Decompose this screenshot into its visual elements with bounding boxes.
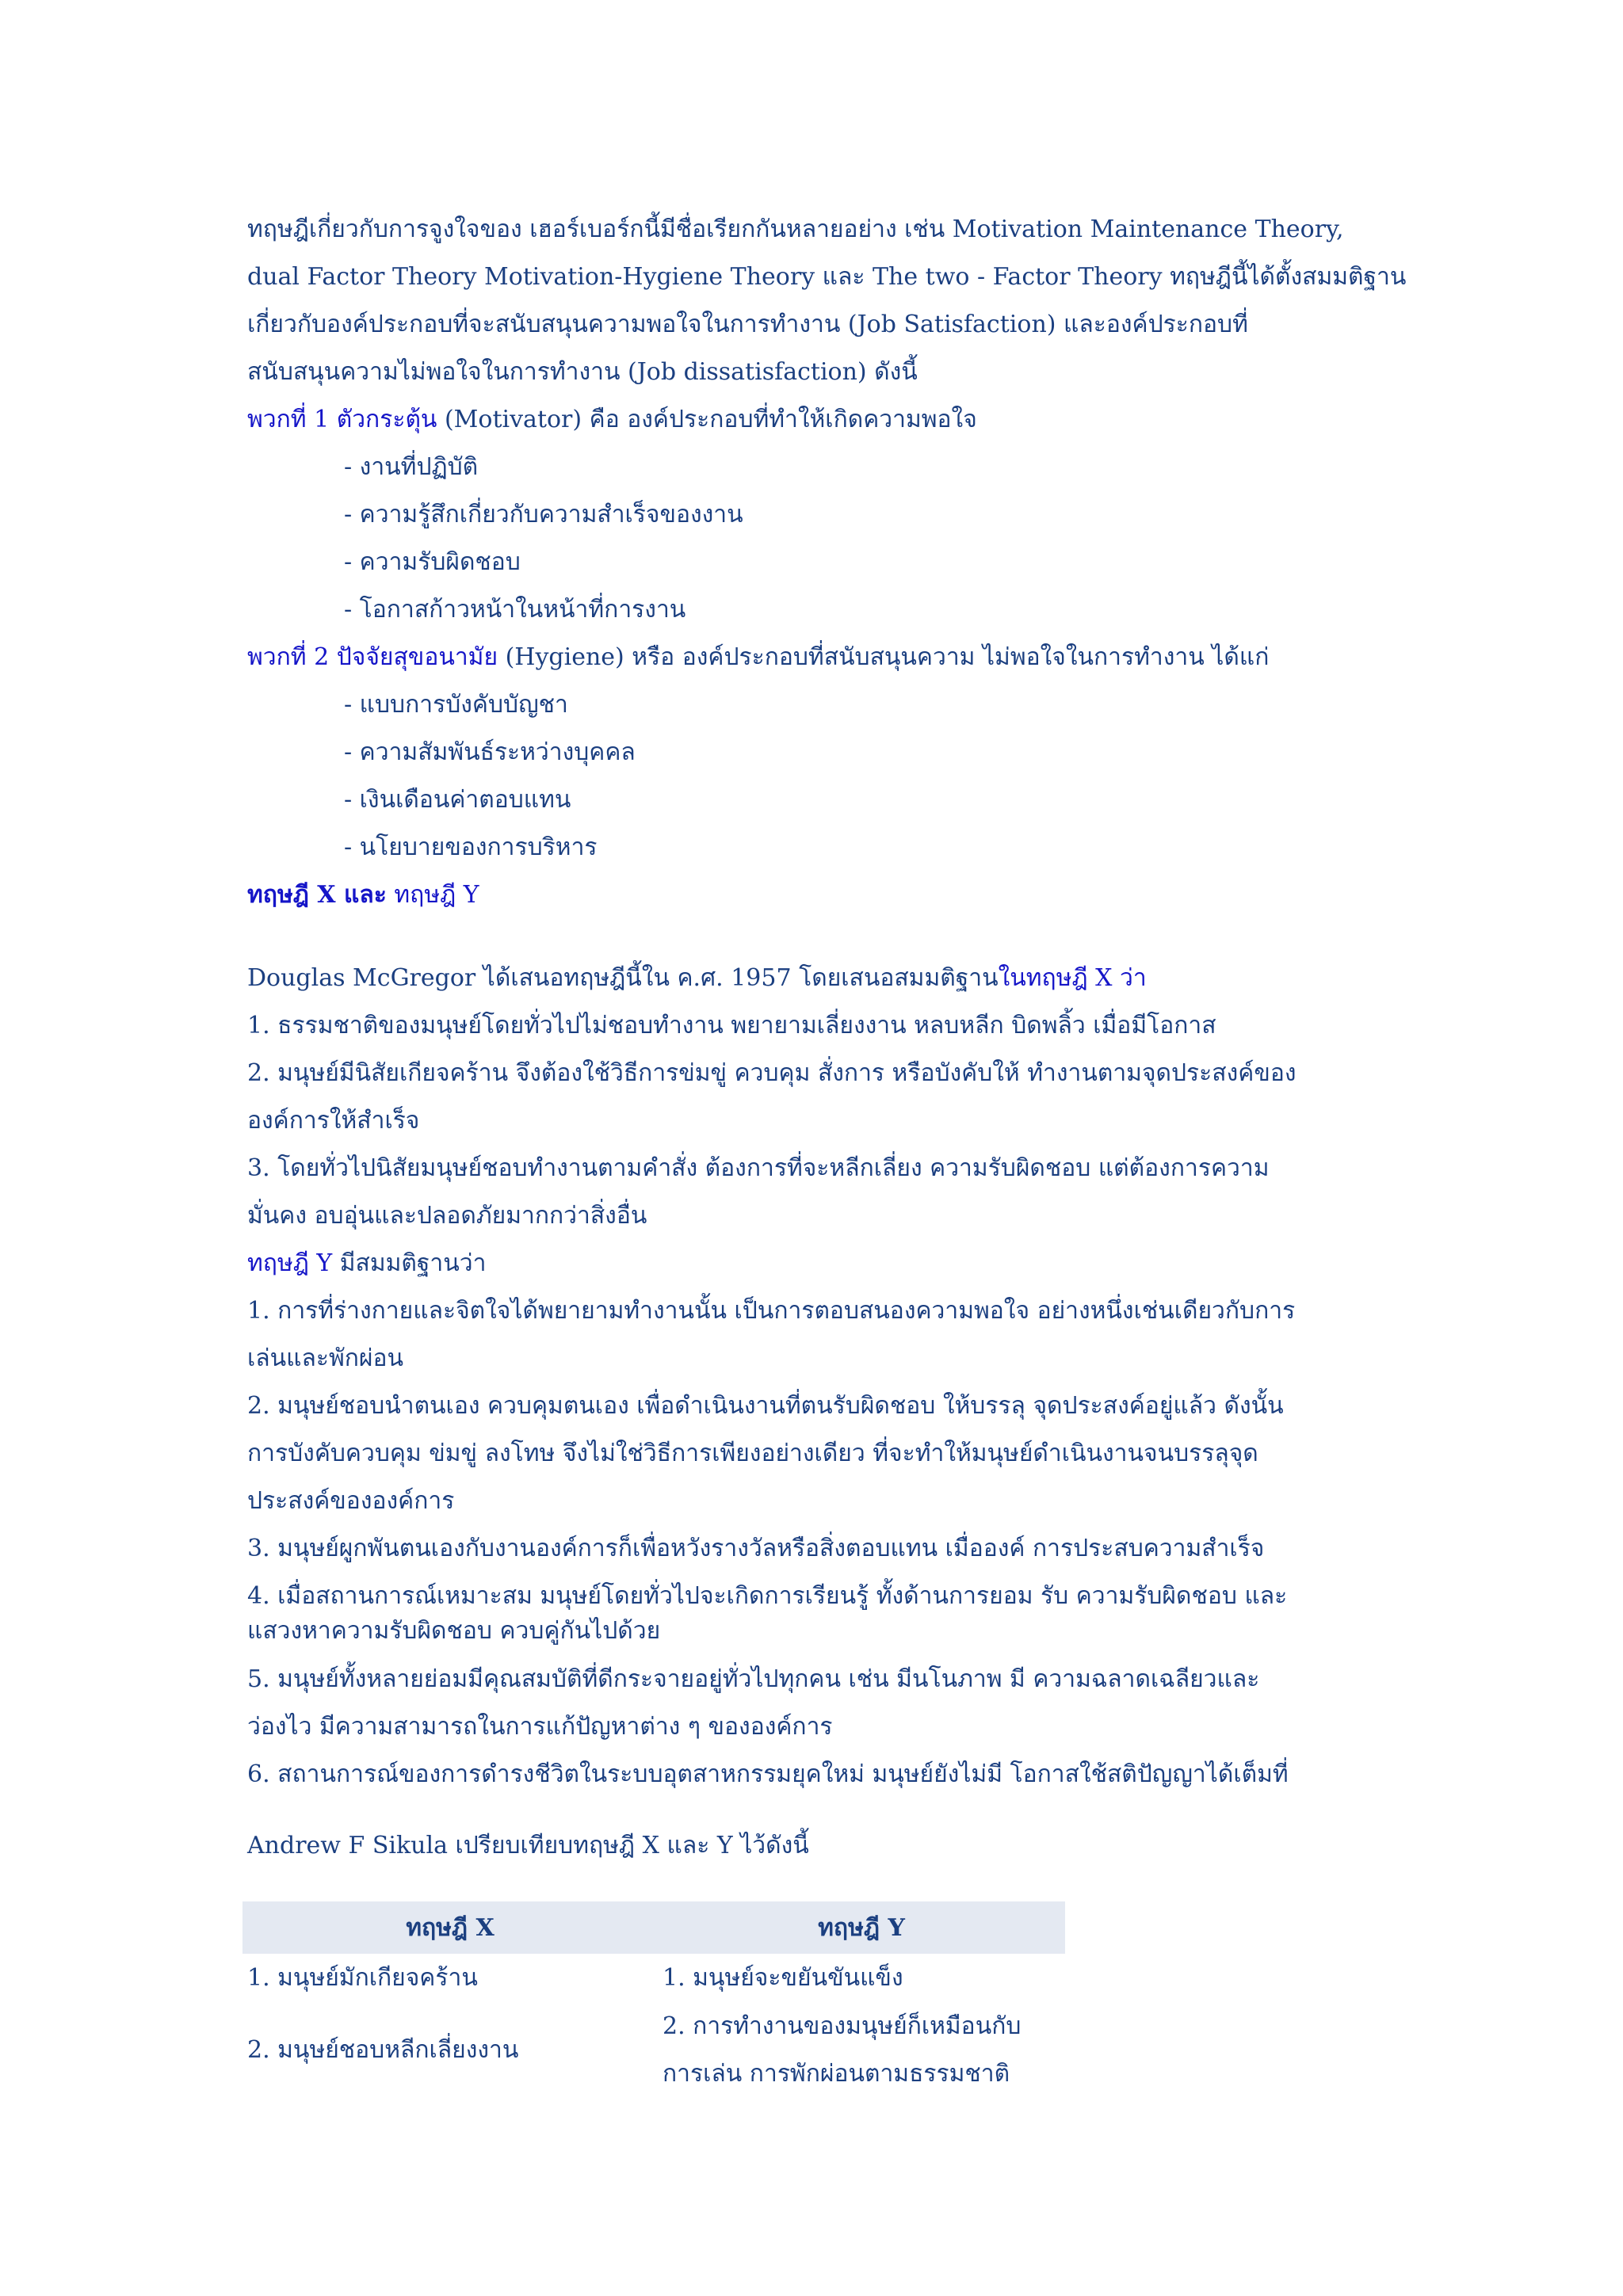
theory-y-text: มีสมมติฐานว่า: [332, 1249, 487, 1277]
theory-y-point-cont: ประสงค์ขององค์การ: [247, 1487, 455, 1515]
theory-x-point-cont: มั่นคง อบอุ่นและปลอดภัยมากกว่าสิ่งอื่น: [247, 1202, 647, 1230]
intro-line: dual Factor Theory Motivation-Hygiene Theory และ The two - Factor Theory ทฤษฎีนี้ได้ตั้งสมมติฐาน: [247, 263, 1407, 291]
intro-line: เกี่ยวกับองค์ประกอบที่จะสนับสนุนความพอใจในการทำงาน (Job Satisfaction) และองค์ประกอบที่: [247, 311, 1248, 338]
group2-label: พวกที่ 2 ปัจจัยสุขอนามัย: [247, 643, 498, 671]
table-row: [242, 1954, 1065, 2003]
theory-y-point-cont: เล่นและพักผ่อน: [247, 1344, 404, 1372]
mcgregor-text: Douglas McGregor ได้เสนอทฤษฎีนี้ใน ค.ศ. 1957 โดยเสนอสมมติฐาน: [247, 964, 999, 992]
group1-item: - โอกาสก้าวหน้าในหน้าที่การงาน: [344, 596, 686, 624]
group1-item: - งานที่ปฏิบัติ: [344, 453, 479, 481]
group2-item: - เงินเดือนค่าตอบแทน: [344, 786, 571, 814]
mcgregor-intro: [247, 955, 1147, 1002]
theory-y-heading: [247, 1240, 486, 1287]
theory-y-point-cont: ว่องไว มีความสามารถในการแก้ปัญหาต่าง ๆ ขององค์การ: [247, 1713, 833, 1741]
table-header-x: ทฤษฎี X: [242, 1901, 658, 1954]
theory-y-point-cont: การบังคับควบคุม ข่มขู่ ลงโทษ จึงไม่ใช่วิธีการเพียงอย่างเดียว ที่จะทำให้มนุษย์ดำเนินงานจนบรรลุจุด: [247, 1440, 1258, 1467]
theory-x-point-cont: องค์การให้สำเร็จ: [247, 1107, 420, 1135]
table-cell-x: 1. มนุษย์มักเกียจคร้าน: [247, 1964, 478, 1992]
theory-x-point: 1. ธรรมชาติของมนุษย์โดยทั่วไปไม่ชอบทำงาน พยายามเลี่ยงงาน หลบหลีก บิดพลิ้ว เมื่อมีโอกาส: [247, 1012, 1216, 1039]
intro-line: สนับสนุนความไม่พอใจในการทำงาน (Job dissatisfaction) ดังนี้: [247, 358, 918, 386]
table-row: [242, 2003, 1065, 2098]
group2-item: - ความสัมพันธ์ระหว่างบุคคล: [344, 738, 636, 766]
theory-y-point-cont: แสวงหาความรับผิดชอบ ควบคู่กันไปด้วย: [247, 1617, 661, 1645]
comparison-table: [242, 1901, 1065, 2098]
intro-paragraph: [247, 206, 1407, 396]
theory-y-label: ทฤษฎี Y: [247, 1249, 333, 1277]
theory-y-point: 6. สถานการณ์ของการดำรงชีวิตในระบบอุตสาหกรรมยุคใหม่ มนุษย์ยังไม่มี โอกาสใช้สติปัญญาได้เต็มที่: [247, 1760, 1289, 1788]
group2-text: (Hygiene) หรือ องค์ประกอบที่สนับสนุนความ ไม่พอใจในการทำงาน ได้แก่: [498, 643, 1270, 671]
group2-heading: [247, 634, 1269, 681]
table-cell-y-line: 2. การทำงานของมนุษย์ก็เหมือนกับ: [663, 2012, 1022, 2040]
group1-item: - ความรู้สึกเกี่ยวกับความสำเร็จของงาน: [344, 501, 743, 528]
table-cell-y-line: การเล่น การพักผ่อนตามธรรมชาติ: [663, 2060, 1010, 2088]
group2-item: - นโยบายของการบริหาร: [344, 833, 598, 861]
table-cell-y: 1. มนุษย์จะขยันขันแข็ง: [663, 1964, 903, 1992]
group1-text: (Motivator) คือ องค์ประกอบที่ทำให้เกิดความพอใจ: [437, 406, 977, 433]
table-header-row: [242, 1901, 1065, 1954]
theory-y-point: 3. มนุษย์ผูกพันตนเองกับงานองค์การก็เพื่อหวังรางวัลหรือสิ่งตอบแทน เมื่อองค์ การประสบความสำเร็จ: [247, 1535, 1265, 1562]
section-heading-xy: [247, 871, 479, 919]
theory-x-point: 3. โดยทั่วไปนิสัยมนุษย์ชอบทำงานตามคำสั่ง ต้องการที่จะหลีกเลี่ยง ความรับผิดชอบ แต่ต้องการความ: [247, 1154, 1270, 1182]
group2-item: - แบบการบังคับบัญชา: [344, 691, 568, 719]
group1-heading: [247, 396, 977, 444]
heading-xy-rest: ทฤษฎี Y: [386, 881, 479, 909]
group1-label: พวกที่ 1 ตัวกระตุ้น: [247, 406, 437, 433]
theory-y-point: 2. มนุษย์ชอบนำตนเอง ควบคุมตนเอง เพื่อดำเนินงานที่ตนรับผิดชอบ ให้บรรลุ จุดประสงค์อยู่แล้ว ดังนั้น: [247, 1392, 1284, 1420]
intro-line: ทฤษฎีเกี่ยวกับการจูงใจของ เฮอร์เบอร์กนี้มีชื่อเรียกกันหลายอย่าง เช่น Motivation Maintenance Theory,: [247, 215, 1344, 243]
theory-x-point: 2. มนุษย์มีนิสัยเกียจคร้าน จึงต้องใช้วิธีการข่มขู่ ควบคุม สั่งการ หรือบังคับให้ ทำงานตามจุดประสงค์ของ: [247, 1059, 1296, 1087]
group1-item: - ความรับผิดชอบ: [344, 548, 521, 576]
heading-xy-bold: ทฤษฎี X และ: [247, 881, 387, 909]
table-header-y: ทฤษฎี Y: [658, 1901, 1065, 1954]
mcgregor-highlight: ในทฤษฎี X ว่า: [998, 964, 1147, 992]
table-cell-y: [658, 2003, 1065, 2098]
theory-y-point: 1. การที่ร่างกายและจิตใจได้พยายามทำงานนั้น เป็นการตอบสนองความพอใจ อย่างหนึ่งเช่นเดียวกับการ: [247, 1297, 1296, 1325]
sikula-intro: Andrew F Sikula เปรียบเทียบทฤษฎี X และ Y ไว้ดังนี้: [247, 1832, 809, 1859]
table-cell-x: 2. มนุษย์ชอบหลีกเลี่ยงงาน: [247, 2036, 519, 2064]
theory-y-point: 4. เมื่อสถานการณ์เหมาะสม มนุษย์โดยทั่วไปจะเกิดการเรียนรู้ ทั้งด้านการยอม รับ ความรับผิดชอบ และ: [247, 1582, 1288, 1610]
theory-y-point: 5. มนุษย์ทั้งหลายย่อมมีคุณสมบัติที่ดีกระจายอยู่ทั่วไปทุกคน เช่น มีนโนภาพ มี ความฉลาดเฉลียวและ: [247, 1665, 1260, 1693]
